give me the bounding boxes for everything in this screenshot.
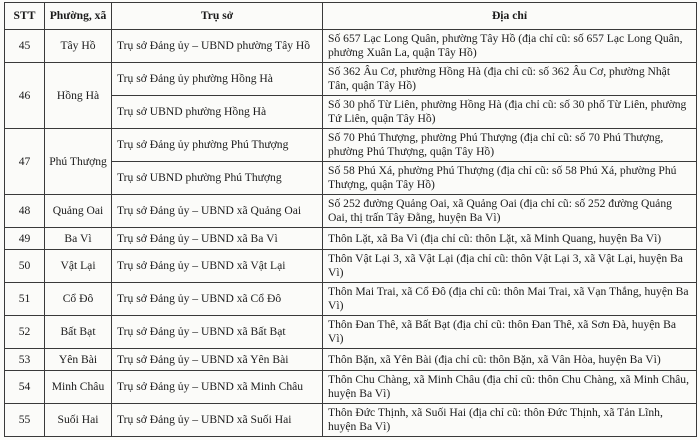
row-stt: 54 [5, 371, 45, 404]
row-office: Trụ sở Đảng ủy – UBND xã Cổ Đô [112, 283, 323, 316]
row-ward-name: Cổ Đô [45, 283, 112, 316]
row-address: Thôn Chu Chàng, xã Minh Châu (địa chỉ cũ: thôn Chu Chàng, xã Minh Châu, huyện Ba Vì) [323, 371, 697, 404]
row-address: Thôn Đức Thịnh, xã Suối Hai (địa chỉ cũ: thôn Đức Thịnh, xã Tản Lĩnh, huyện Ba Vì) [323, 404, 697, 437]
row-ward-name: Bất Bạt [45, 316, 112, 349]
row-office: Trụ sở Đảng ủy phường Phú Thượng [112, 129, 323, 162]
row-office: Trụ sở Đảng ủy – UBND xã Vật Lại [112, 250, 323, 283]
table-row [5, 283, 697, 316]
office-address-table [4, 2, 697, 437]
row-address: Số 252 đường Quảng Oai, xã Quảng Oai (địa chỉ cũ: số 252 đường Quảng Oai, thị trấn Tây Đằng, huyện Ba Vì) [323, 195, 697, 228]
row-ward-name: Hồng Hà [45, 63, 112, 129]
row-office: Trụ sở UBND phường Hồng Hà [112, 96, 323, 129]
table-row [5, 228, 697, 250]
row-stt: 46 [5, 63, 45, 129]
header-office: Trụ sở [112, 3, 323, 30]
header-address: Địa chỉ [323, 3, 697, 30]
row-address: Số 30 phố Từ Liên, phường Hồng Hà (địa chỉ cũ: số 30 phố Từ Liên, phường Tứ Liên, quận Tây Hồ) [323, 96, 697, 129]
row-office: Trụ sở Đảng ủy – UBND xã Quảng Oai [112, 195, 323, 228]
row-office: Trụ sở Đảng ủy – UBND xã Ba Vì [112, 228, 323, 250]
table-body [5, 30, 697, 437]
row-address: Số 70 Phú Thượng, phường Phú Thượng (địa chỉ cũ: số 70 Phú Thượng, phường Phú Thượng, quận Tây Hồ) [323, 129, 697, 162]
table-row [5, 129, 697, 162]
row-stt: 55 [5, 404, 45, 437]
row-office: Trụ sở Đảng ủy – UBND xã Bất Bạt [112, 316, 323, 349]
row-ward-name: Vật Lại [45, 250, 112, 283]
header-stt: STT [5, 3, 45, 30]
row-office: Trụ sở Đảng ủy – UBND xã Yên Bài [112, 349, 323, 371]
row-stt: 51 [5, 283, 45, 316]
row-address: Số 657 Lạc Long Quân, phường Tây Hồ (địa chỉ cũ: số 657 Lạc Long Quân, phường Xuân La, quận Tây Hồ) [323, 30, 697, 63]
row-ward-name: Minh Châu [45, 371, 112, 404]
row-stt: 45 [5, 30, 45, 63]
table-row [5, 250, 697, 283]
table-row [5, 63, 697, 96]
row-ward-name: Suối Hai [45, 404, 112, 437]
row-address: Thôn Mai Trai, xã Cổ Đô (địa chỉ cũ: thôn Mai Trai, xã Vạn Thắng, huyện Ba Vì) [323, 283, 697, 316]
row-ward-name: Ba Vì [45, 228, 112, 250]
table-row [5, 349, 697, 371]
row-stt: 48 [5, 195, 45, 228]
row-stt: 53 [5, 349, 45, 371]
table-header-row [5, 3, 697, 30]
row-office: Trụ sở Đảng ủy – UBND xã Suối Hai [112, 404, 323, 437]
row-ward-name: Quảng Oai [45, 195, 112, 228]
row-address: Số 58 Phú Xá, phường Phú Thượng (địa chỉ cũ: số 58 Phú Xá, phường Phú Thượng, quận Tây Hồ) [323, 162, 697, 195]
row-office: Trụ sở Đảng ủy phường Hồng Hà [112, 63, 323, 96]
row-office: Trụ sở Đảng ủy – UBND phường Tây Hồ [112, 30, 323, 63]
table-row [5, 316, 697, 349]
row-address: Thôn Vật Lại 3, xã Vật Lại (địa chỉ cũ: thôn Vật Lại 3, xã Vật Lại, huyện Ba Vì) [323, 250, 697, 283]
row-address: Thôn Bặn, xã Yên Bài (địa chỉ cũ: thôn Bặn, xã Vân Hòa, huyện Ba Vì) [323, 349, 697, 371]
row-ward-name: Yên Bài [45, 349, 112, 371]
table-row [5, 195, 697, 228]
row-stt: 47 [5, 129, 45, 195]
row-office: Trụ sở Đảng ủy – UBND xã Minh Châu [112, 371, 323, 404]
header-ward-commune: Phường, xã [45, 3, 112, 30]
table-row [5, 30, 697, 63]
row-stt: 52 [5, 316, 45, 349]
row-ward-name: Tây Hồ [45, 30, 112, 63]
table-row [5, 404, 697, 437]
row-address: Thôn Lặt, xã Ba Vì (địa chỉ cũ: thôn Lặt, xã Minh Quang, huyện Ba Vì) [323, 228, 697, 250]
row-stt: 50 [5, 250, 45, 283]
row-address: Số 362 Âu Cơ, phường Hồng Hà (địa chỉ cũ: số 362 Âu Cơ, phường Nhật Tân, quận Tây Hồ) [323, 63, 697, 96]
row-ward-name: Phú Thượng [45, 129, 112, 195]
table-row [5, 371, 697, 404]
row-office: Trụ sở UBND phường Phú Thượng [112, 162, 323, 195]
row-address: Thôn Đan Thê, xã Bất Bạt (địa chỉ cũ: thôn Đan Thê, xã Sơn Đà, huyện Ba Vì) [323, 316, 697, 349]
row-stt: 49 [5, 228, 45, 250]
